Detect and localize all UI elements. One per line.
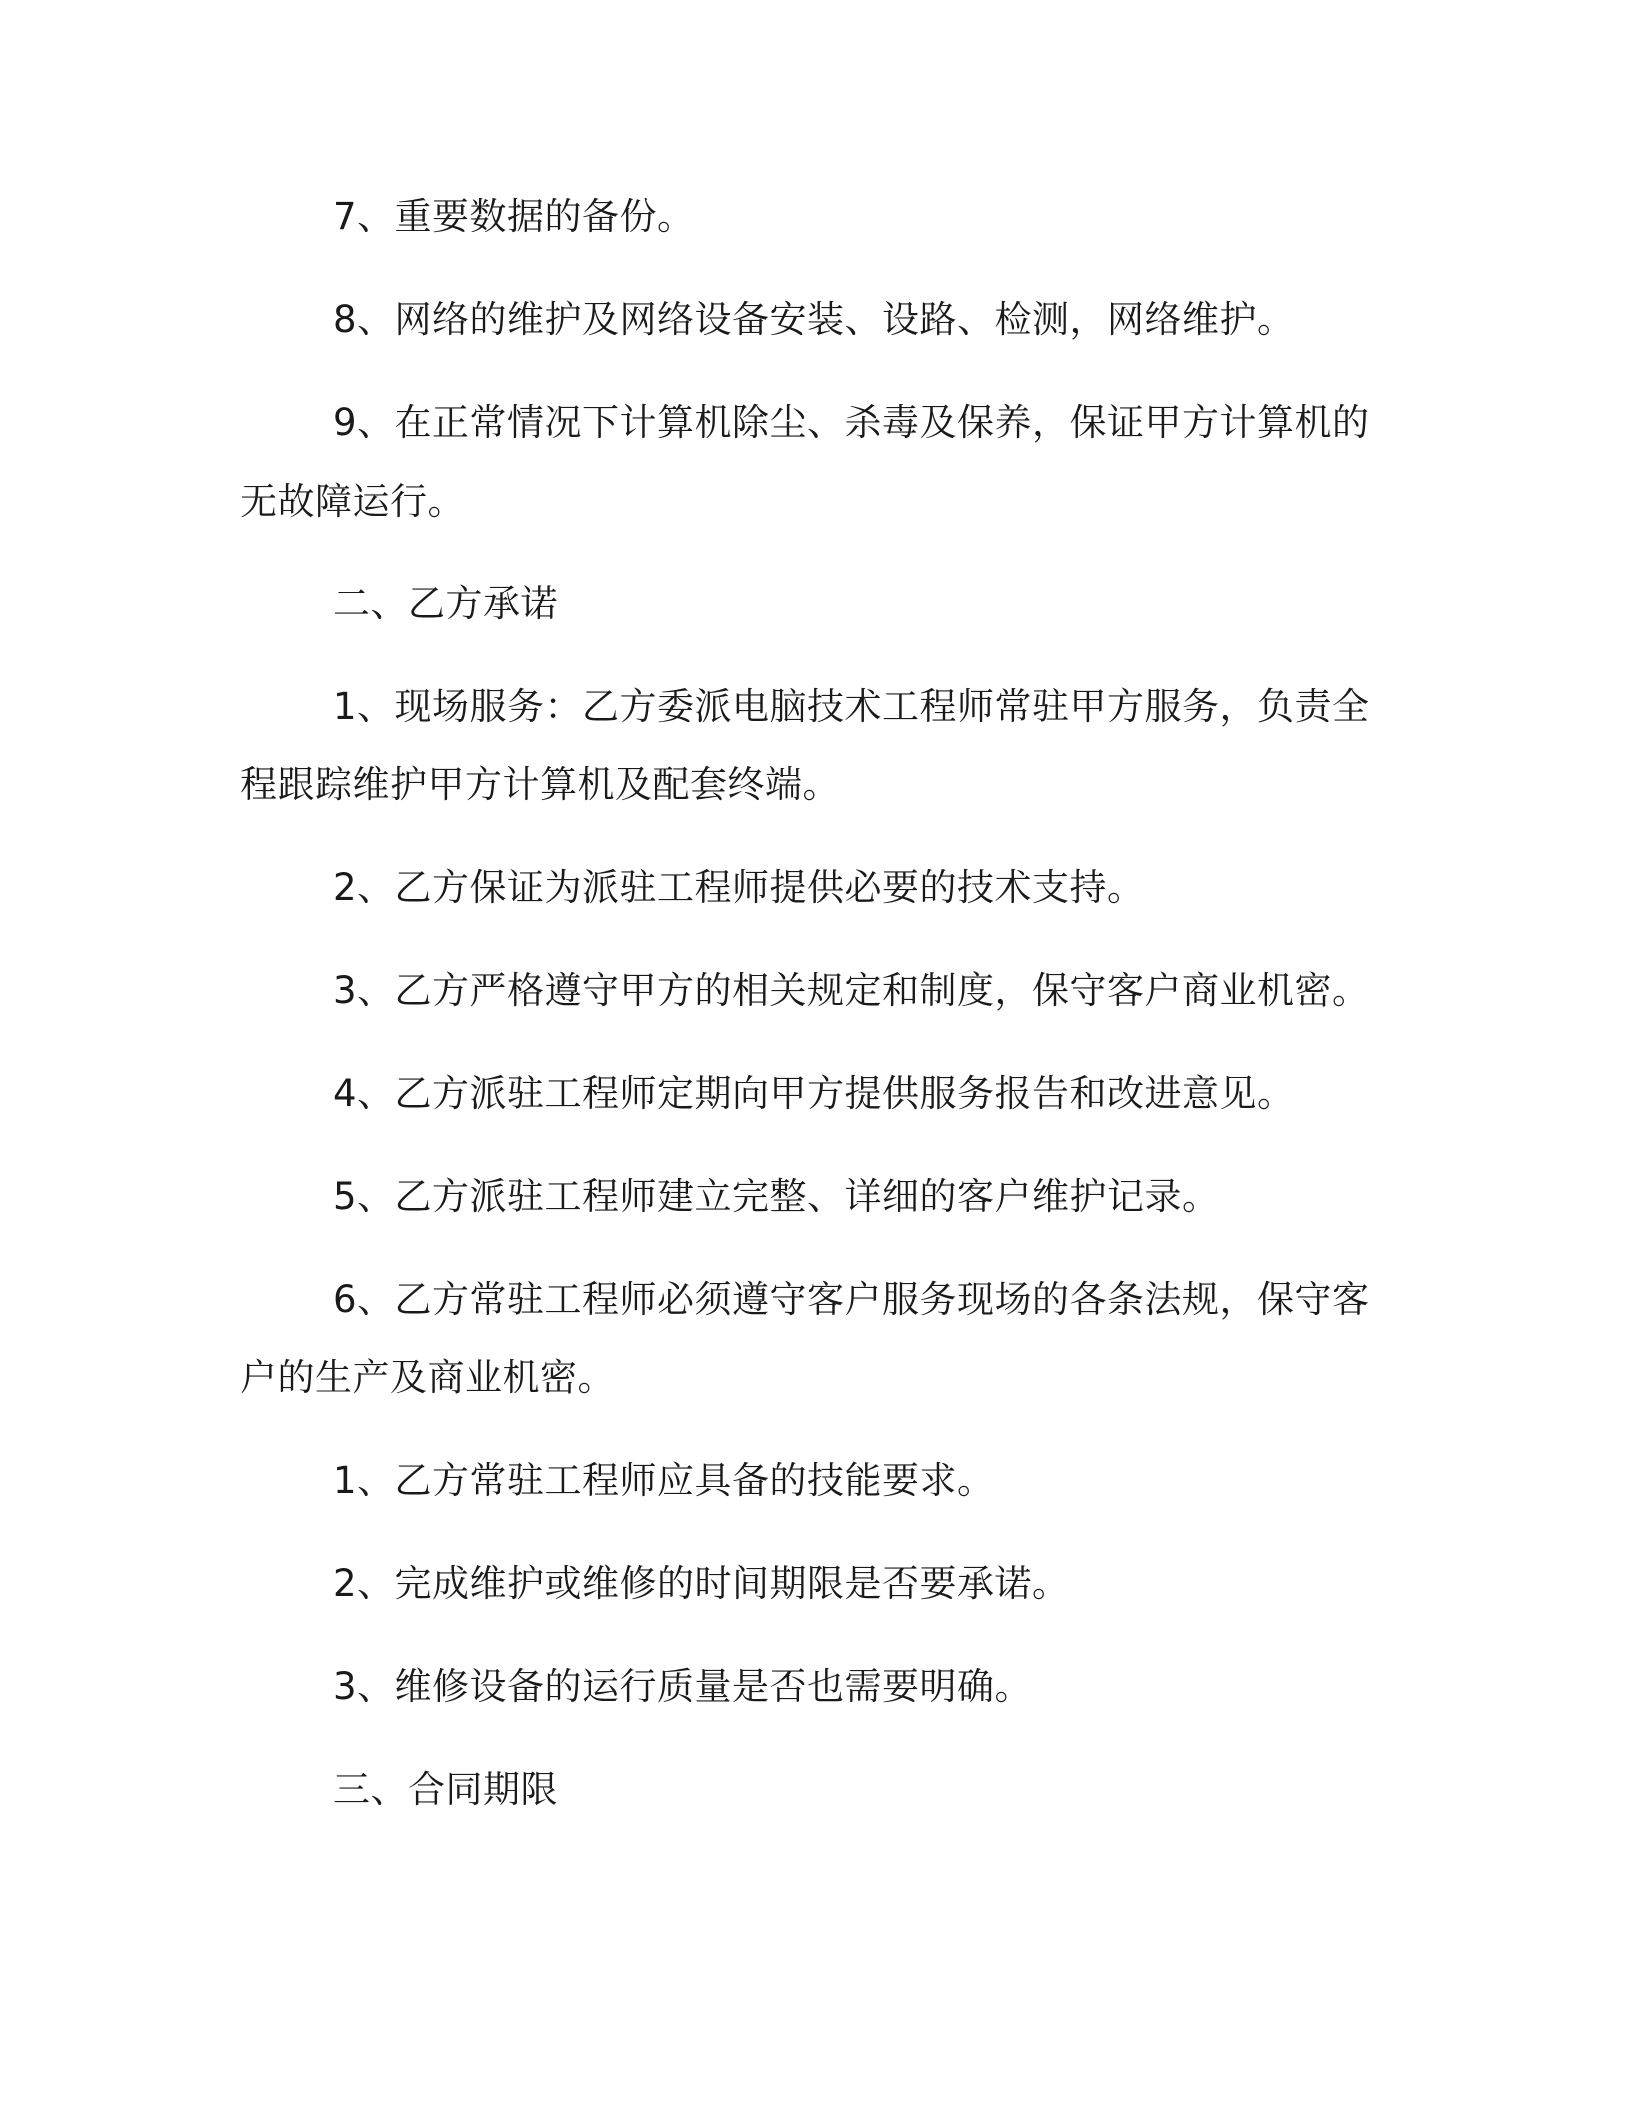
- commitment-item-2: 2、乙方保证为派驻工程师提供必要的技术支持。: [333, 866, 1145, 909]
- requirement-item-1: 1、乙方常驻工程师应具备的技能要求。: [333, 1459, 995, 1502]
- section-heading-2: 二、乙方承诺: [333, 582, 558, 625]
- commitment-item-1-line-2: 程跟踪维护甲方计算机及配套终端。: [240, 763, 840, 806]
- paragraph-item-7: 7、重要数据的备份。: [333, 195, 695, 238]
- paragraph-item-9-line-2: 无故障运行。: [240, 480, 465, 523]
- commitment-item-5: 5、乙方派驻工程师建立完整、详细的客户维护记录。: [333, 1175, 1220, 1218]
- requirement-item-3: 3、维修设备的运行质量是否也需要明确。: [333, 1665, 1033, 1708]
- commitment-item-1-line-1: 1、现场服务：乙方委派电脑技术工程师常驻甲方服务，负责全: [333, 685, 1370, 728]
- paragraph-item-9-line-1: 9、在正常情况下计算机除尘、杀毒及保养，保证甲方计算机的: [333, 401, 1370, 444]
- commitment-item-6-line-1: 6、乙方常驻工程师必须遵守客户服务现场的各条法规，保守客: [333, 1278, 1370, 1321]
- paragraph-item-8: 8、网络的维护及网络设备安装、设路、检测，网络维护。: [333, 298, 1295, 341]
- commitment-item-6-line-2: 户的生产及商业机密。: [240, 1356, 615, 1399]
- commitment-item-4: 4、乙方派驻工程师定期向甲方提供服务报告和改进意见。: [333, 1072, 1295, 1115]
- requirement-item-2: 2、完成维护或维修的时间期限是否要承诺。: [333, 1562, 1070, 1605]
- commitment-item-3: 3、乙方严格遵守甲方的相关规定和制度，保守客户商业机密。: [333, 969, 1370, 1012]
- section-heading-3: 三、合同期限: [333, 1768, 558, 1811]
